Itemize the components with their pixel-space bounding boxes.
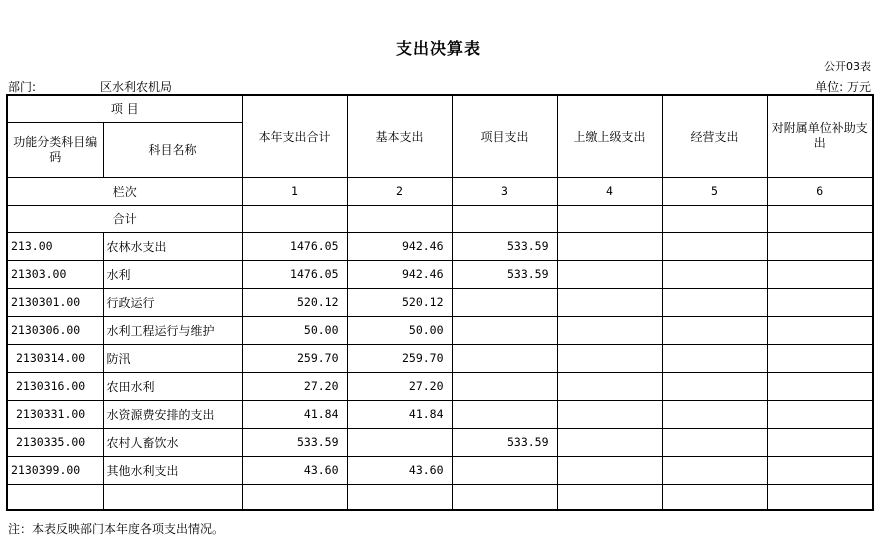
col-header-business: 经营支出: [662, 95, 767, 177]
row-subsidy: [767, 288, 873, 316]
row-subsidy: [767, 232, 873, 260]
row-basic: 43.60: [347, 456, 452, 484]
row-business: [662, 316, 767, 344]
row-name: 农林水支出: [103, 232, 242, 260]
row-business: [662, 344, 767, 372]
table-row: [7, 316, 873, 344]
row-project: 533.59: [452, 232, 557, 260]
total-row-label: 合计: [7, 205, 242, 232]
row-total: 27.20: [242, 372, 347, 400]
row-name: 行政运行: [103, 288, 242, 316]
col-header-subsidy: 对附属单位补助支出: [767, 95, 873, 177]
table-note: 注：本表反映部门本年度各项支出情况。: [8, 522, 225, 536]
code-col-header: 功能分类科目编码: [7, 122, 103, 177]
row-remit: [557, 260, 662, 288]
row-basic: 41.84: [347, 400, 452, 428]
row-business: [662, 428, 767, 456]
row-code: 2130306.00: [7, 316, 103, 344]
row-name: 其他水利支出: [103, 456, 242, 484]
row-project: [452, 456, 557, 484]
row-business: [662, 372, 767, 400]
page-title: 支出决算表: [395, 39, 481, 58]
row-subsidy: [767, 260, 873, 288]
row-remit: [557, 316, 662, 344]
total-cell: [662, 205, 767, 232]
row-remit: [557, 428, 662, 456]
row-remit: [557, 344, 662, 372]
column-index-5: 5: [662, 177, 767, 205]
total-cell: [452, 205, 557, 232]
col-header-total: 本年支出合计: [242, 95, 347, 177]
row-basic: 259.70: [347, 344, 452, 372]
row-total: 533.59: [242, 428, 347, 456]
column-index-2: 2: [347, 177, 452, 205]
row-code: 213.00: [7, 232, 103, 260]
row-total: 259.70: [242, 344, 347, 372]
row-total: 41.84: [242, 400, 347, 428]
empty-cell: [557, 484, 662, 510]
table-row: [7, 428, 873, 456]
empty-cell: [347, 484, 452, 510]
row-business: [662, 232, 767, 260]
empty-cell: [103, 484, 242, 510]
table-row: [7, 260, 873, 288]
row-basic: 50.00: [347, 316, 452, 344]
row-total: 520.12: [242, 288, 347, 316]
row-code: 21303.00: [7, 260, 103, 288]
item-group-header: 项 目: [7, 95, 242, 122]
total-cell: [347, 205, 452, 232]
column-index-row: [7, 177, 873, 205]
row-code: 2130335.00: [7, 428, 103, 456]
empty-cell: [242, 484, 347, 510]
empty-cell: [452, 484, 557, 510]
row-code: 2130331.00: [7, 400, 103, 428]
col-header-remit: 上缴上级支出: [557, 95, 662, 177]
row-project: [452, 400, 557, 428]
row-project: [452, 344, 557, 372]
row-name: 水利工程运行与维护: [103, 316, 242, 344]
department-name: 区水利农机局: [100, 80, 173, 94]
row-subsidy: [767, 456, 873, 484]
unit-label: 单位: 万元: [815, 80, 871, 94]
row-code: 2130399.00: [7, 456, 103, 484]
row-total: 50.00: [242, 316, 347, 344]
row-project: 533.59: [452, 260, 557, 288]
row-project: [452, 316, 557, 344]
row-name: 农田水利: [103, 372, 242, 400]
row-subsidy: [767, 372, 873, 400]
row-code: 2130301.00: [7, 288, 103, 316]
row-subsidy: [767, 316, 873, 344]
total-cell: [767, 205, 873, 232]
expenditure-table: [6, 94, 874, 511]
column-index-6: 6: [767, 177, 873, 205]
row-code: 2130316.00: [7, 372, 103, 400]
row-name: 水利: [103, 260, 242, 288]
empty-cell: [767, 484, 873, 510]
department-label: 部门:: [8, 80, 37, 94]
row-subsidy: [767, 400, 873, 428]
row-business: [662, 400, 767, 428]
form-number: 公开03表: [824, 60, 871, 73]
row-total: 1476.05: [242, 232, 347, 260]
column-index-label: 栏次: [7, 177, 242, 205]
row-subsidy: [767, 344, 873, 372]
table-row: [7, 232, 873, 260]
row-remit: [557, 232, 662, 260]
row-remit: [557, 400, 662, 428]
row-basic: 520.12: [347, 288, 452, 316]
row-business: [662, 288, 767, 316]
row-subsidy: [767, 428, 873, 456]
row-basic: 942.46: [347, 232, 452, 260]
column-index-3: 3: [452, 177, 557, 205]
row-basic: 27.20: [347, 372, 452, 400]
header-row-1: [7, 95, 873, 122]
table-row: [7, 344, 873, 372]
row-remit: [557, 456, 662, 484]
row-name: 农村人畜饮水: [103, 428, 242, 456]
total-cell: [242, 205, 347, 232]
row-basic: [347, 428, 452, 456]
row-project: [452, 288, 557, 316]
row-name: 水资源费安排的支出: [103, 400, 242, 428]
table-row: [7, 288, 873, 316]
row-remit: [557, 372, 662, 400]
name-col-header: 科目名称: [103, 122, 242, 177]
col-header-project: 项目支出: [452, 95, 557, 177]
table-row: [7, 400, 873, 428]
total-row: [7, 205, 873, 232]
row-total: 1476.05: [242, 260, 347, 288]
col-header-basic: 基本支出: [347, 95, 452, 177]
row-project: 533.59: [452, 428, 557, 456]
row-business: [662, 260, 767, 288]
row-total: 43.60: [242, 456, 347, 484]
row-basic: 942.46: [347, 260, 452, 288]
empty-cell: [7, 484, 103, 510]
column-index-4: 4: [557, 177, 662, 205]
row-name: 防汛: [103, 344, 242, 372]
table-row: [7, 456, 873, 484]
empty-row: [7, 484, 873, 510]
row-remit: [557, 288, 662, 316]
row-project: [452, 372, 557, 400]
table-row: [7, 372, 873, 400]
row-code: 2130314.00: [7, 344, 103, 372]
row-business: [662, 456, 767, 484]
total-cell: [557, 205, 662, 232]
empty-cell: [662, 484, 767, 510]
column-index-1: 1: [242, 177, 347, 205]
